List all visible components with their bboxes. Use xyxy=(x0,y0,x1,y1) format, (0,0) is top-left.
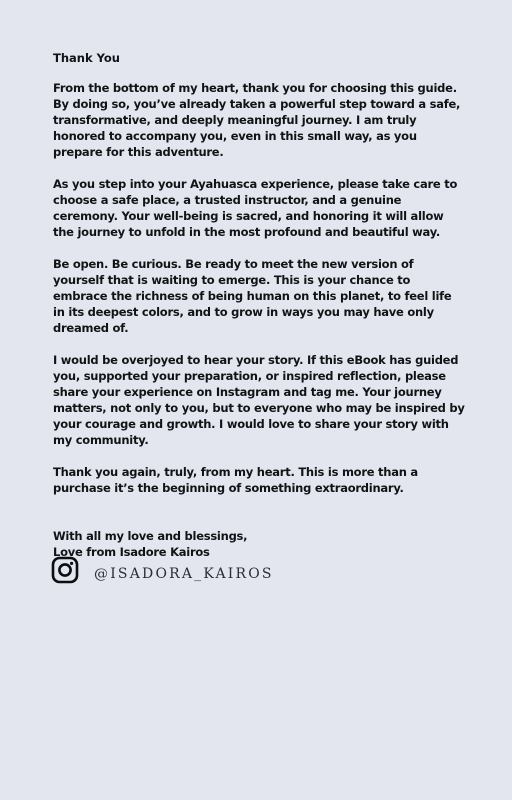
paragraph-thanks-again: Thank you again, truly, from my heart. This is more than a purchase it’s the beginning of something extraordinary. xyxy=(53,465,418,495)
paragraph-share-story: I would be overjoyed to hear your story. If this eBook has guided you, supported your preparation, or inspired reflection, please share your experience on Instagram and tag me. Your journey matters, not only to you, but to everyone who may be inspired by your courage and growth. I would love to share your story with my community. xyxy=(53,353,465,447)
signature-line: Love from Isadore Kairos xyxy=(53,545,210,559)
paragraph-safety: As you step into your Ayahuasca experience, please take care to choose a safe place, a trusted instructor, and a genuine ceremony. Your well-being is sacred, and honoring it will allow the journey to unfold in the most profound and beautiful way. xyxy=(53,177,458,239)
paragraph-gratitude: From the bottom of my heart, thank you for choosing this guide. By doing so, you’ve already taken a powerful step toward a safe, transformative, and deeply meaningful journey. I am truly honored to accompany you, even in this small way, as you prepare for this adventure. xyxy=(53,81,461,159)
closing-line: With all my love and blessings, xyxy=(53,529,248,543)
paragraph-openness: Be open. Be curious. Be ready to meet the new version of yourself that is waiting to emerge. This is your chance to embrace the richness of being human on this planet, to feel life in its deepest colors, and to grow in ways you may have only dreamed of. xyxy=(53,257,452,335)
instagram-icon xyxy=(51,556,79,584)
instagram-link[interactable] xyxy=(51,556,274,584)
instagram-handle[interactable]: @ISADORA_KAIROS xyxy=(94,566,274,582)
letter-title: Thank You xyxy=(53,51,120,65)
